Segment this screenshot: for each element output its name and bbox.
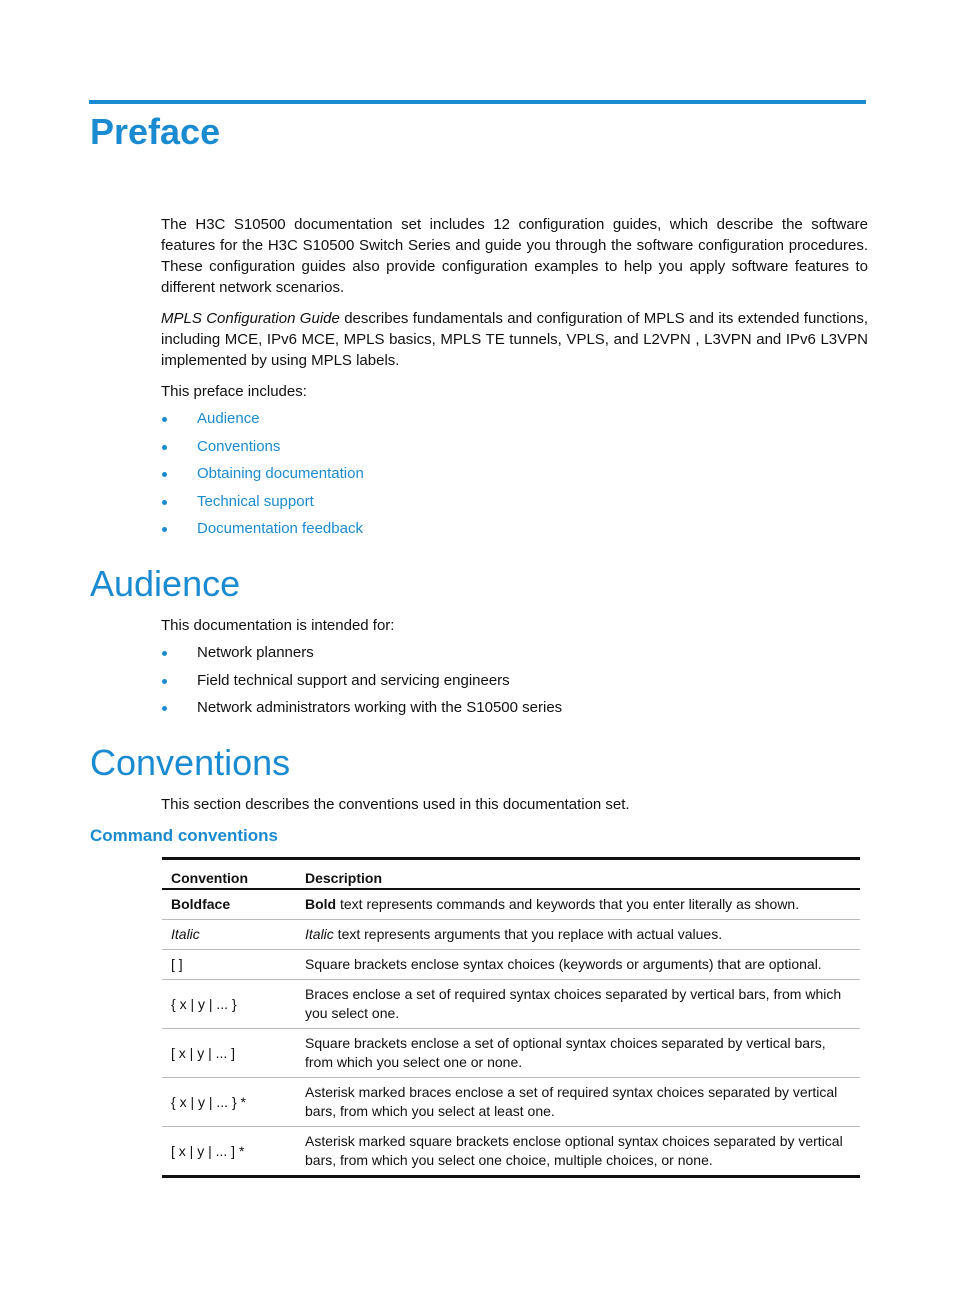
preface-includes-label: This preface includes: [161, 383, 307, 400]
convention-cell: { x | y | ... } [162, 980, 296, 1029]
bullet-icon [162, 651, 167, 656]
list-item [161, 464, 364, 492]
bullet-icon [162, 472, 167, 477]
header-description: Description [296, 859, 860, 890]
audience-item: Field technical support and servicing engineers [197, 671, 510, 689]
link-conventions[interactable]: Conventions [197, 437, 281, 455]
table-row [162, 889, 860, 920]
preface-intro-paragraph: The H3C S10500 documentation set includes 12 configuration guides, which describe the software features for the H3C S10500 Switch Series and guide you through the software configuration procedures. These configuration guides also provide configuration examples to help you apply software features to different network scenarios. [161, 216, 868, 296]
description-text: text represents commands and keywords that you enter literally as shown. [336, 896, 800, 912]
guide-name: MPLS Configuration Guide [161, 310, 340, 327]
conventions-intro: This section describes the conventions used in this documentation set. [161, 796, 630, 813]
conventions-heading: Conventions [90, 742, 291, 783]
description-cell: Asterisk marked braces enclose a set of required syntax choices separated by vertical bars, from which you select at least one. [296, 1078, 860, 1127]
table-header-row [162, 859, 860, 890]
description-lead: Bold [305, 896, 337, 912]
audience-list [161, 643, 562, 726]
table-row [162, 1127, 860, 1177]
table-row [162, 980, 860, 1029]
convention-cell: { x | y | ... } * [162, 1078, 296, 1127]
convention-cell: Boldface [171, 896, 231, 912]
description-lead: Italic [305, 926, 334, 942]
link-documentation-feedback[interactable]: Documentation feedback [197, 520, 363, 537]
audience-item: Network administrators working with the S10500 series [197, 699, 563, 716]
list-item [161, 492, 364, 520]
description-text: text represents arguments that you replace with actual values. [333, 926, 723, 942]
bullet-icon [162, 500, 167, 505]
command-conventions-heading: Command conventions [90, 826, 278, 845]
guide-description: describes fundamentals and configuration of MPLS and its extended functions, including MCE, IPv6 MCE, MPLS basics, MPLS TE tunnels, VPLS, and L2VPN , L3VPN and IPv6 L3VPN implemented by using MPLS labels. [161, 310, 868, 369]
list-item [161, 437, 364, 465]
list-item [161, 519, 364, 547]
list-item [161, 698, 562, 726]
description-cell: Braces enclose a set of required syntax choices separated by vertical bars, from which you select one. [296, 980, 860, 1029]
command-conventions-table [162, 857, 860, 1178]
link-obtaining-documentation[interactable]: Obtaining documentation [197, 465, 364, 482]
bullet-icon [162, 527, 167, 532]
bullet-icon [162, 706, 167, 711]
table-row [162, 1029, 860, 1078]
preface-guide-paragraph [161, 308, 868, 371]
bullet-icon [162, 679, 167, 684]
table-row [162, 950, 860, 980]
link-technical-support[interactable]: Technical support [197, 492, 314, 510]
description-cell: Square brackets enclose syntax choices (keywords or arguments) that are optional. [296, 950, 860, 980]
convention-cell: [ x | y | ... ] * [162, 1127, 296, 1177]
description-cell [296, 889, 860, 920]
table-row [162, 920, 860, 950]
description-cell [296, 920, 860, 950]
description-cell: Square brackets enclose a set of optional syntax choices separated by vertical bars, from which you select one or none. [296, 1029, 860, 1078]
list-item [161, 643, 562, 671]
convention-cell: [ ] [162, 950, 296, 980]
list-item [161, 671, 562, 699]
bullet-icon [162, 445, 167, 450]
bullet-icon [162, 417, 167, 422]
list-item [161, 409, 364, 437]
audience-item: Network planners [197, 644, 314, 661]
header-convention: Convention [162, 859, 296, 890]
table-row [162, 1078, 860, 1127]
audience-intro: This documentation is intended for: [161, 617, 395, 634]
link-audience[interactable]: Audience [197, 410, 260, 427]
convention-cell: [ x | y | ... ] [162, 1029, 296, 1078]
convention-cell: Italic [162, 920, 296, 950]
audience-heading: Audience [90, 563, 241, 604]
description-cell: Asterisk marked square brackets enclose optional syntax choices separated by vertical bars, from which you select one choice, multiple choices, or none. [296, 1127, 860, 1177]
top-rule [89, 100, 866, 104]
preface-link-list [161, 409, 364, 547]
page-title: Preface [90, 111, 221, 152]
